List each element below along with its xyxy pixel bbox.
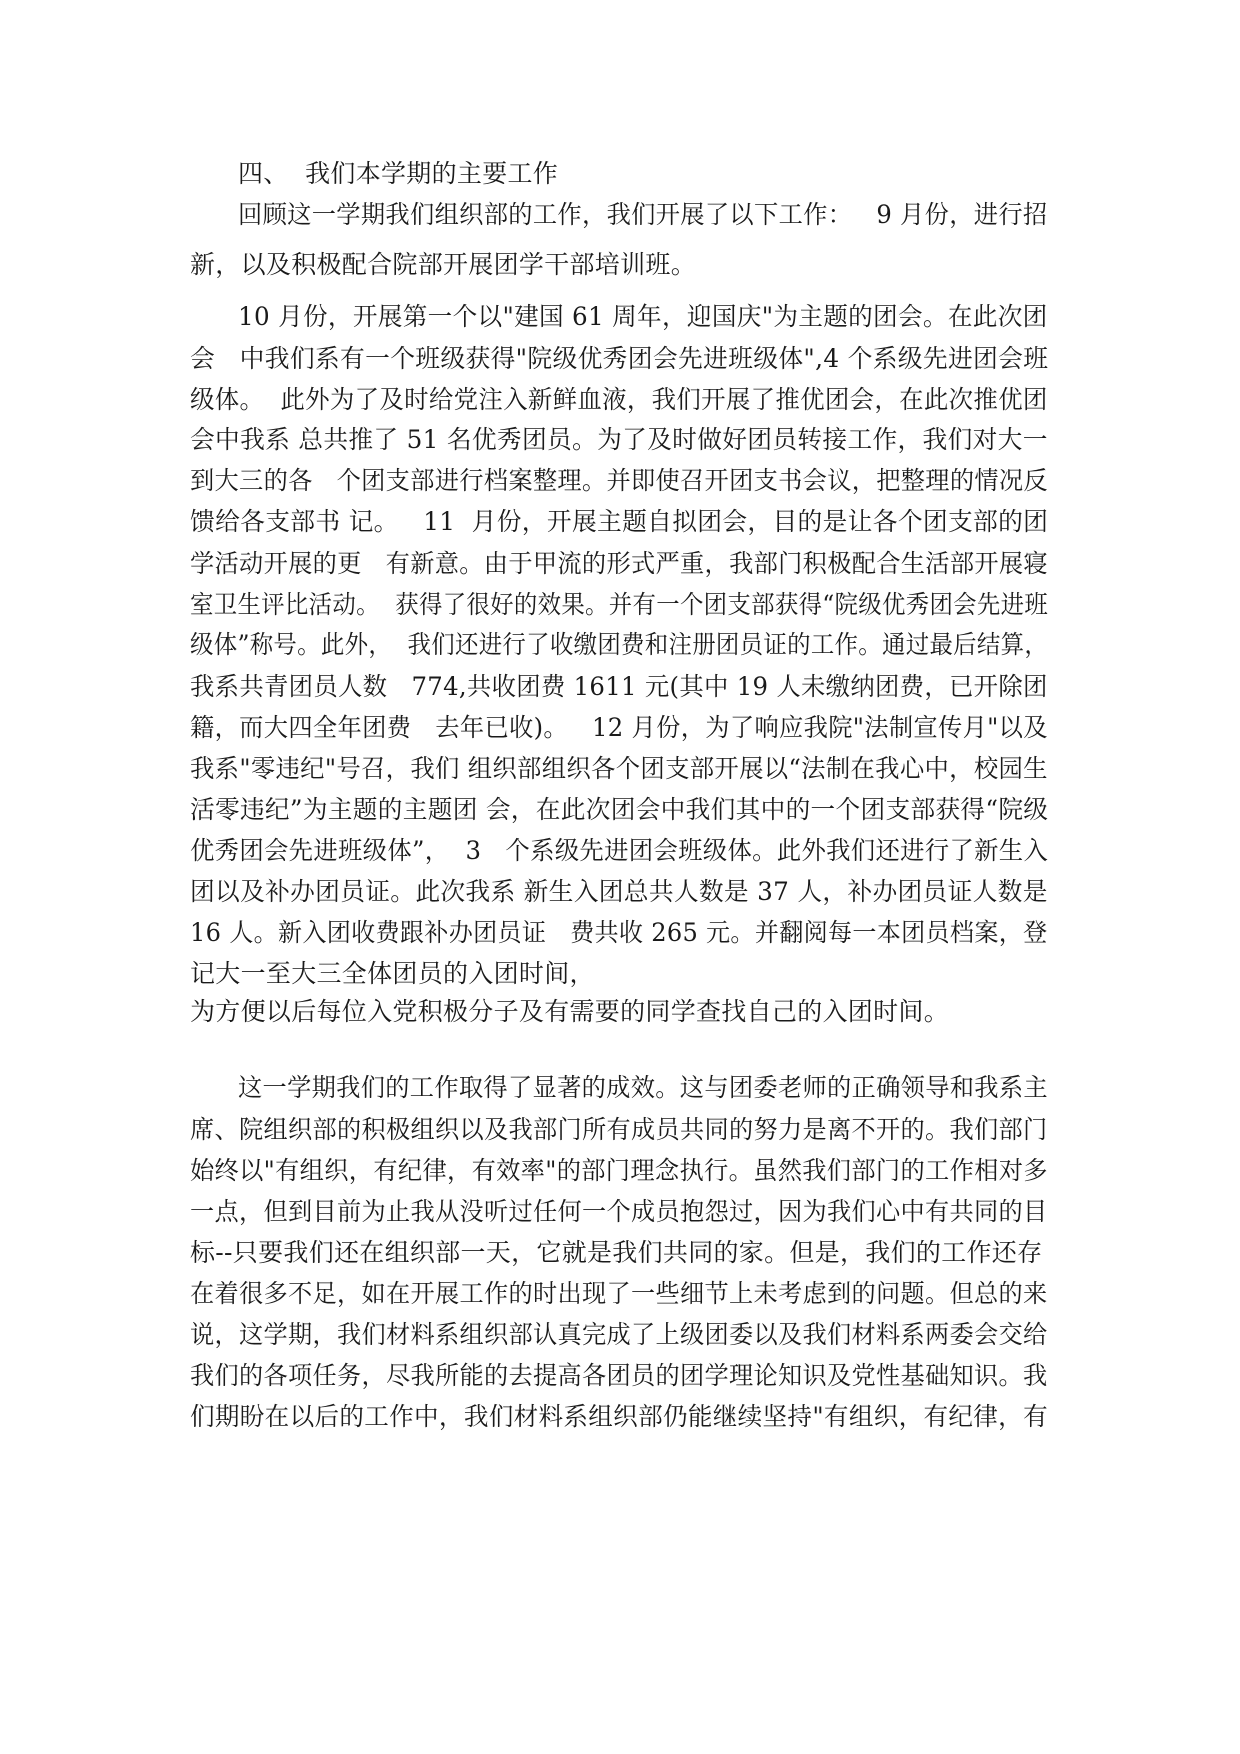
paragraph-line: 16 人。新入团收费跟补办团员证 费共收 265 元。并翻阅每一本团员档案，登 bbox=[190, 918, 1048, 947]
paragraph-line: 会中我系 总共推了 51 名优秀团员。为了及时做好团员转接工作，我们对大一 bbox=[190, 425, 1048, 454]
paragraph-line: 们期盼在以后的工作中，我们材料系组织部仍能继续坚持"有组织，有纪律，有 bbox=[190, 1402, 1048, 1431]
paragraph-line: 我们的各项任务，尽我所能的去提高各团员的团学理论知识及党性基础知识。我 bbox=[190, 1361, 1048, 1390]
paragraph-line: 一点，但到目前为止我从没听过任何一个成员抱怨过，因为我们心中有共同的目 bbox=[190, 1197, 1048, 1226]
paragraph-line: 在着很多不足，如在开展工作的时出现了一些细节上未考虑到的问题。但总的来 bbox=[190, 1279, 1048, 1308]
paragraph-line: 这一学期我们的工作取得了显著的成效。这与团委老师的正确领导和我系主 bbox=[238, 1073, 1048, 1102]
paragraph-line: 会 中我们系有一个班级获得"院级优秀团会先进班级体",4 个系级先进团会班 bbox=[190, 344, 1049, 373]
paragraph-line: 为方便以后每位入党积极分子及有需要的同学查找自己的入团时间。 bbox=[190, 997, 950, 1026]
paragraph-line: 回顾这一学期我们组织部的工作，我们开展了以下工作： 9 月份，进行招 bbox=[238, 200, 1048, 229]
paragraph-line: 到大三的各 个团支部进行档案整理。并即使召开团支书会议，把整理的情况反 bbox=[190, 466, 1048, 495]
paragraph-line: 级体”称号。此外， 我们还进行了收缴团费和注册团员证的工作。通过最后结算， bbox=[190, 630, 1049, 659]
paragraph-line: 说，这学期，我们材料系组织部认真完成了上级团委以及我们材料系两委会交给 bbox=[190, 1320, 1048, 1349]
paragraph-line: 我系共青团员人数 774,共收团费 1611 元(其中 19 人未缴纳团费，已开除团 bbox=[190, 672, 1048, 701]
paragraph-line: 优秀团会先进班级体”， 3 个系级先进团会班级体。此外我们还进行了新生入 bbox=[190, 836, 1049, 865]
paragraph-line: 籍，而大四全年团费 去年已收)。 12 月份，为了响应我院"法制宣传月"以及 bbox=[190, 713, 1048, 742]
paragraph-line: 馈给各支部书 记。 11 月份，开展主题自拟团会，目的是让各个团支部的团 bbox=[190, 507, 1049, 536]
paragraph-line: 活零违纪”为主题的主题团 会，在此次团会中我们其中的一个团支部获得“院级 bbox=[190, 795, 1049, 824]
paragraph-line: 级体。 此外为了及时给党注入新鲜血液，我们开展了推优团会，在此次推优团 bbox=[190, 385, 1048, 414]
paragraph-line: 我系"零违纪"号召，我们 组织部组织各个团支部开展以“法制在我心中，校园生 bbox=[190, 754, 1048, 783]
paragraph-line: 新，以及积极配合院部开展团学干部培训班。 bbox=[190, 250, 697, 279]
section-heading: 四、 我们本学期的主要工作 bbox=[238, 159, 559, 188]
paragraph-line: 始终以"有组织，有纪律，有效率"的部门理念执行。虽然我们部门的工作相对多 bbox=[190, 1156, 1048, 1185]
paragraph-line: 学活动开展的更 有新意。由于甲流的形式严重，我部门积极配合生活部开展寝 bbox=[190, 549, 1048, 578]
paragraph-line: 标--只要我们还在组织部一天，它就是我们共同的家。但是，我们的工作还存 bbox=[190, 1238, 1043, 1267]
paragraph-line: 席、院组织部的积极组织以及我部门所有成员共同的努力是离不开的。我们部门 bbox=[190, 1115, 1048, 1144]
paragraph-line: 室卫生评比活动。 获得了很好的效果。并有一个团支部获得“院级优秀团会先进班 bbox=[190, 590, 1049, 619]
paragraph-line: 团以及补办团员证。此次我系 新生入团总共人数是 37 人，补办团员证人数是 bbox=[190, 877, 1048, 906]
paragraph-line: 记大一至大三全体团员的入团时间， bbox=[190, 959, 595, 988]
paragraph-line: 10 月份，开展第一个以"建国 61 周年，迎国庆"为主题的团会。在此次团 bbox=[238, 302, 1048, 331]
